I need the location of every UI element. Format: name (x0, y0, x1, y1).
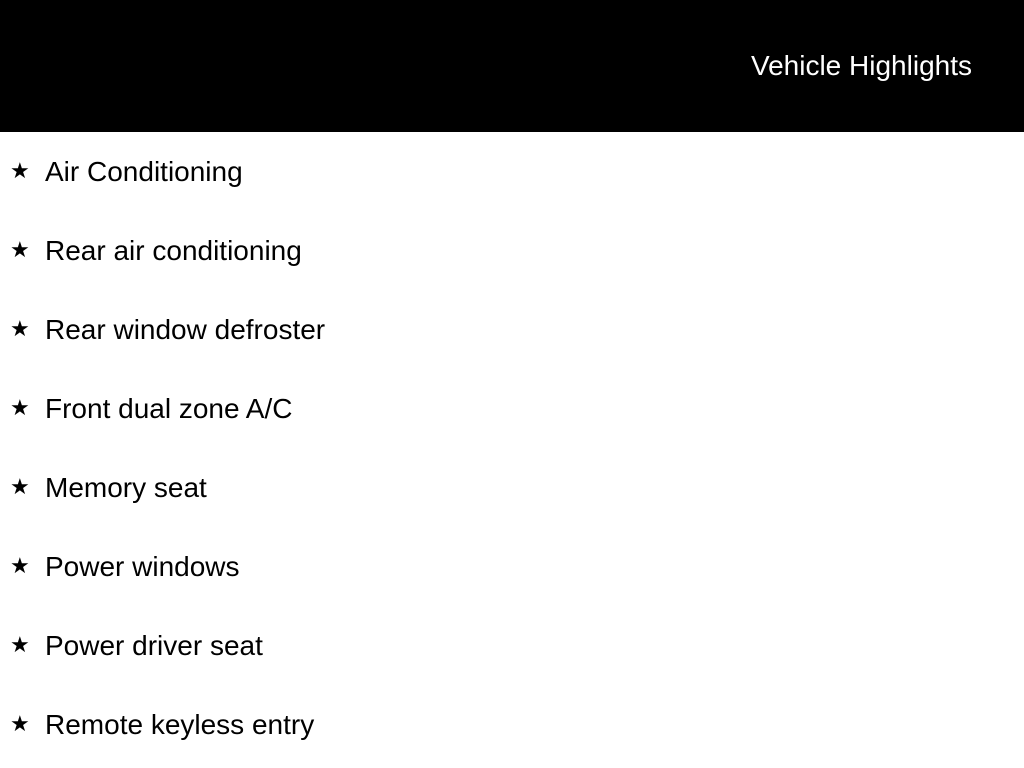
star-icon: ★ (10, 474, 30, 499)
list-item (0, 547, 1024, 587)
star-icon: ★ (10, 395, 30, 420)
list-item-label: Front dual zone A/C (45, 393, 293, 424)
list-item-label: Rear air conditioning (45, 235, 302, 266)
star-icon: ★ (10, 553, 30, 578)
list-item-label: Power windows (45, 551, 240, 582)
list-item-label: Rear window defroster (45, 314, 326, 345)
list-item-label: Remote keyless entry (45, 709, 315, 740)
list-item (0, 152, 1024, 192)
list-item (0, 310, 1024, 350)
list-item-label: Power driver seat (45, 630, 263, 661)
star-icon: ★ (10, 632, 30, 657)
list-item (0, 705, 1024, 745)
star-icon: ★ (10, 158, 30, 183)
list-item (0, 626, 1024, 666)
star-icon: ★ (10, 237, 30, 262)
list-item (0, 468, 1024, 508)
page-title: Vehicle Highlights (750, 50, 972, 81)
star-icon: ★ (10, 316, 30, 341)
header-bar (0, 0, 1024, 132)
list-item-label: Air Conditioning (45, 156, 243, 187)
star-icon: ★ (10, 711, 30, 736)
vehicle-highlights-list (0, 132, 1024, 768)
list-item (0, 389, 1024, 429)
list-item (0, 231, 1024, 271)
list-item-label: Memory seat (45, 472, 207, 503)
